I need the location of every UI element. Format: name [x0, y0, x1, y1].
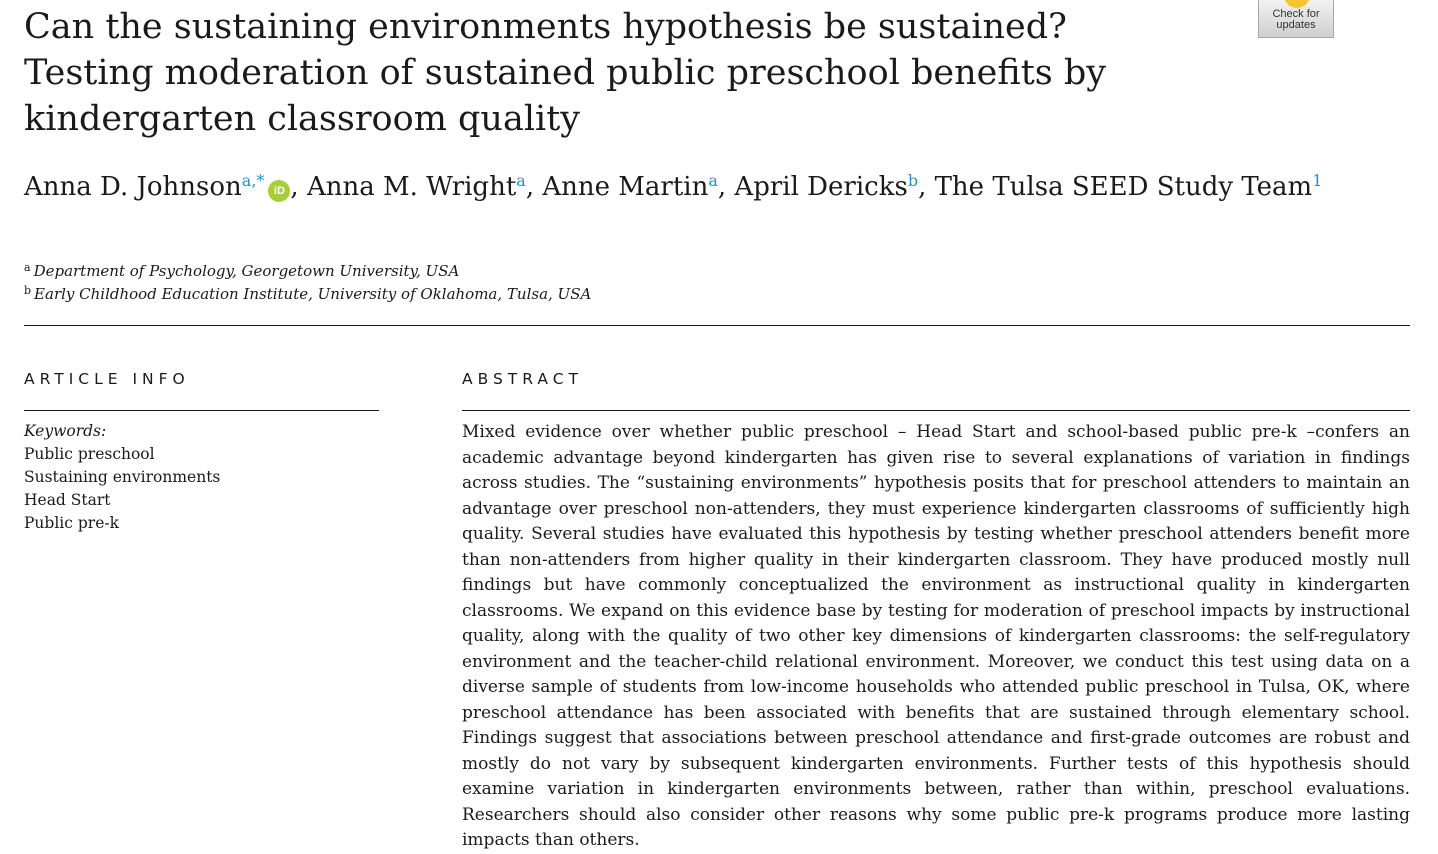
orcid-icon[interactable]: iD — [268, 180, 290, 202]
badge-line-1: Check for — [1272, 8, 1320, 20]
badge-line-2: updates — [1276, 19, 1316, 31]
author-list: Anna D. Johnson$^{a,*}$iD , Anna M. Wright$^a$, Anne Martin$^a$, April Dericks$^b$, The Tulsa SEED Study Team$^1$ — [24, 171, 1323, 202]
keyword-item[interactable]: Head Start — [24, 491, 111, 509]
affiliation-mark: a — [24, 261, 31, 274]
author-affiliation-mark[interactable]: a — [516, 171, 526, 190]
author-affiliation-mark[interactable]: 1 — [1312, 171, 1323, 190]
abstract-text: Mixed evidence over whether public preschool – Head Start and school-based public pre-k –confers an academic advantage beyond kindergarten has given rise to several explanations of variation in findings across studies. The “sustaining environments” hypothesis posits that for preschool attenders to maintain an advantage over preschool non-attenders, they must experience kindergarten classrooms of sufficiently high quality. Several studies have evaluated this hypothesis by testing whether preschool attenders benefit more than non-attenders from higher quality in their kindergarten classroom. They have produced mostly null findings but have commonly conceptualized the environment as instructional quality in kindergarten classrooms. We expand on this evidence base by testing for moderation of preschool impacts by instructional quality, along with the quality of two other key dimensions of kindergarten classrooms: the self-regulatory environment and the teacher-child relational environment. Moreover, we conduct this test using data on a diverse sample of students from low-income households who attended public preschool in Tulsa, OK, where preschool attendance has been associated with benefits that are sustained through elementary school. Findings suggest that associations between preschool attendance and first-grade outcomes are robust and mostly do not vary by subsequent kindergarten environments. Further tests of this hypothesis should examine variation in kindergarten environments between, rather than within, preschool evaluations. Researchers should also consider other reasons why some public pre-k programs produce more lasting impacts than others. — [462, 422, 1410, 850]
author-name[interactable]: Anna M. Wright — [306, 172, 517, 202]
author-affiliation-mark[interactable]: a — [708, 171, 718, 190]
check-for-updates-badge[interactable] — [1258, 0, 1334, 38]
affiliation — [24, 258, 459, 281]
affiliation-text: Department of Psychology, Georgetown University, USA — [33, 262, 460, 280]
author-name[interactable]: Anne Martin — [542, 172, 709, 202]
keyword-item[interactable]: Public pre-k — [24, 514, 119, 532]
article-title: Can the sustaining environments hypothesis be sustained? Testing moderation of sustained public preschool benefits by kindergarten classroom quality — [24, 7, 1107, 139]
header-divider — [24, 325, 1410, 326]
keywords-label: Keywords: — [24, 422, 107, 440]
crossmark-icon — [1284, 0, 1310, 8]
keywords-block — [24, 420, 220, 535]
article-info-divider — [24, 410, 379, 411]
author-name[interactable]: The Tulsa SEED Study Team — [934, 172, 1313, 202]
author-name[interactable]: April Dericks — [734, 172, 908, 202]
article-info-heading: ARTICLE INFO — [24, 370, 190, 388]
affiliation-text: Early Childhood Education Institute, University of Oklahoma, Tulsa, USA — [34, 285, 592, 303]
author-affiliation-mark[interactable]: b — [907, 171, 919, 190]
author-name[interactable]: Anna D. Johnson — [24, 172, 242, 202]
affiliation — [24, 281, 591, 304]
abstract-heading: ABSTRACT — [462, 370, 584, 388]
author-affiliation-mark[interactable]: a,* — [241, 171, 265, 190]
affiliation-mark: b — [24, 284, 32, 297]
keyword-item[interactable]: Public preschool — [24, 445, 155, 463]
keyword-item[interactable]: Sustaining environments — [24, 468, 221, 486]
abstract-divider — [462, 410, 1410, 411]
